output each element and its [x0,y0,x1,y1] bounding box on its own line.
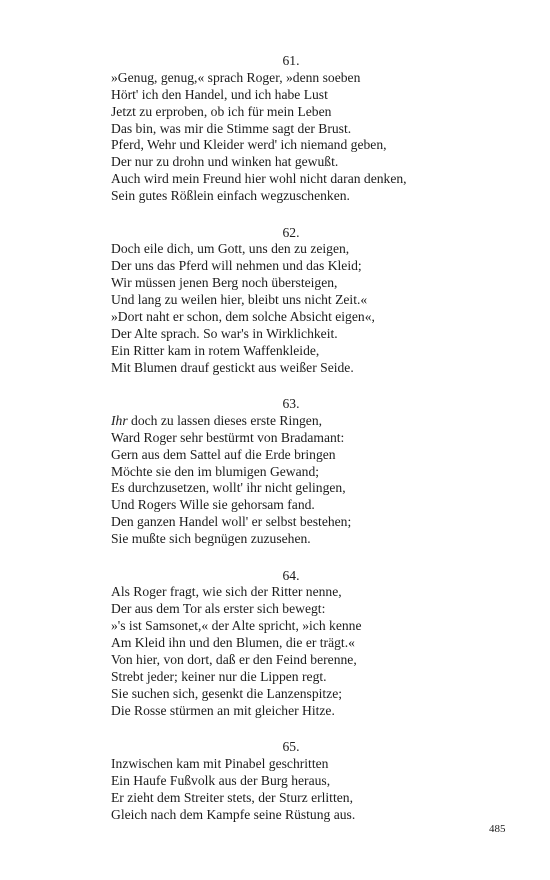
verse-line: Die Rosse stürmen an mit gleicher Hitze. [111,702,335,718]
stanza-63 [111,396,471,548]
verse-line: Der Alte sprach. So war's in Wirklichkeit. [111,325,338,341]
verse-line: Auch wird mein Freund hier wohl nicht daran denken, [111,171,407,187]
verse-line [111,413,471,430]
stanza-number: 64. [282,567,300,583]
verse-line: Pferd, Wehr und Kleider werd' ich niemand geben, [111,137,387,153]
verse-line: Der aus dem Tor als erster sich bewegt: [111,601,326,617]
page-number: 485 [489,823,506,835]
stanza-65 [111,739,471,823]
verse-line: Am Kleid ihn und den Blumen, die er trägt.« [111,635,355,651]
verse-line: Sein gutes Rößlein einfach wegzuschenken. [111,188,350,204]
verse-line: Der nur zu drohn und winken hat gewußt. [111,154,339,170]
verse-line: Hört' ich den Handel, und ich habe Lust [111,86,328,102]
verse-line: Den ganzen Handel woll' er selbst bestehen; [111,514,352,530]
italic-word: Ihr [111,412,128,428]
verse-line: Der uns das Pferd will nehmen und das Kleid; [111,258,362,274]
verse-line: Inzwischen kam mit Pinabel geschritten [111,755,329,771]
verse-line: »Genug, genug,« sprach Roger, »denn soeben [111,69,361,85]
stanza-number: 62. [282,224,300,240]
stanza-number: 61. [282,53,300,68]
verse-line: Und Rogers Wille sie gehorsam fand. [111,497,315,513]
verse-line: Ward Roger sehr bestürmt von Bradamant: [111,429,345,445]
verse-line: Wir müssen jenen Berg noch übersteigen, [111,275,338,291]
verse-line: Mit Blumen drauf gestickt aus weißer Seide. [111,359,354,375]
verse-line: Ein Haufe Fußvolk aus der Burg heraus, [111,772,331,788]
verse-line: »'s ist Samsonet,« der Alte spricht, »ich kenne [111,618,362,634]
stanza-number: 63. [282,396,300,412]
verse-line: Möchte sie den im blumigen Gewand; [111,463,320,479]
verse-line: Als Roger fragt, wie sich der Ritter nenne, [111,584,342,600]
stanza-62 [111,225,471,377]
verse-line: »Dort naht er schon, dem solche Absicht eigen«, [111,308,375,324]
stanza-64 [111,568,471,720]
verse-line: Ein Ritter kam in rotem Waffenkleide, [111,342,320,358]
verse-line: Gleich nach dem Kampfe seine Rüstung aus. [111,806,356,822]
stanza-number: 65. [282,739,300,755]
verse-line: Gern aus dem Sattel auf die Erde bringen [111,446,336,462]
verse-line: Strebt jeder; keiner nur die Lippen regt. [111,668,327,684]
poem-text [111,53,471,843]
verse-line: Sie suchen sich, gesenkt die Lanzenspitze; [111,685,343,701]
verse-line: Jetzt zu erproben, ob ich für mein Leben [111,103,332,119]
verse-line: Er zieht dem Streiter stets, der Sturz erlitten, [111,789,353,805]
verse-line: Und lang zu weilen hier, bleibt uns nicht Zeit.« [111,292,368,308]
verse-line: Doch eile dich, um Gott, uns den zu zeigen, [111,241,350,257]
verse-line: Das bin, was mir die Stimme sagt der Brust. [111,120,352,136]
stanza-61 [111,53,471,205]
verse-line: Sie mußte sich begnügen zuzusehen. [111,531,311,547]
verse-line: Von hier, von dort, daß er den Feind berenne, [111,652,357,667]
verse-line-rest: doch zu lassen dieses erste Ringen, [127,412,323,428]
verse-line: Es durchzusetzen, wollt' ihr nicht gelingen, [111,480,346,496]
